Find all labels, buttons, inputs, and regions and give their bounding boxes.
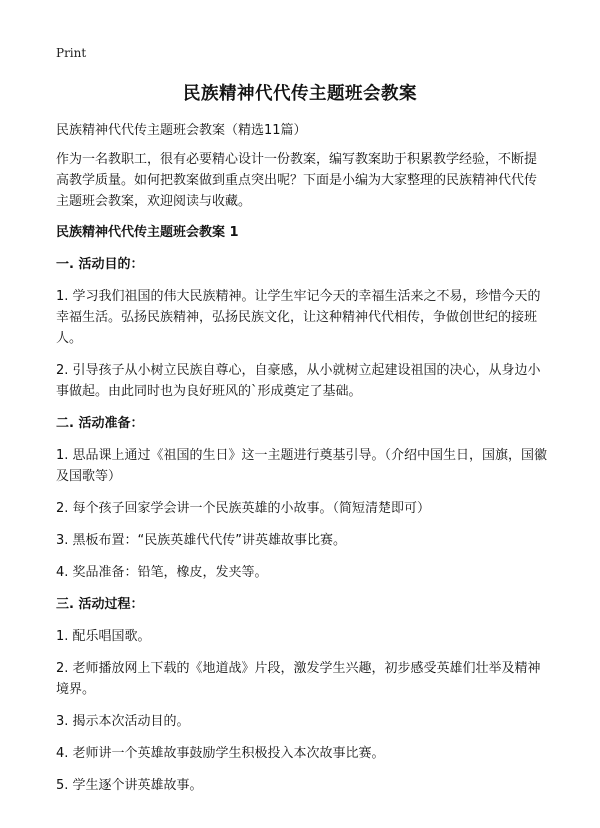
part2-item: 4. 奖品准备：铅笔，橡皮，发夹等。 [56,565,268,580]
part3-heading: 三. 活动过程： [56,597,144,612]
part3-item: 5. 学生逐个讲英雄故事。 [56,778,203,793]
document-subtitle: 民族精神代代传主题班会教案（精选11篇） [56,123,307,138]
part3-item: 4. 老师讲一个英雄故事鼓励学生积极投入本次故事比赛。 [56,746,385,761]
part3-item: 1. 配乐唱国歌。 [56,629,151,644]
part1-item: 2. 引导孩子从小树立民族自尊心，自豪感，从小就树立起建设祖国的决心，从身边小事做起。由此同时也为良好班风的`形成奠定了基础。 [56,363,541,399]
part3-item: 3. 揭示本次活动目的。 [56,714,190,729]
part1-item: 1. 学习我们祖国的伟大民族精神。让学生牢记今天的幸福生活来之不易，珍惜今天的幸福生活。弘扬民族精神，弘扬民族文化，让这种精神代代相传，争做创世纪的接班人。 [56,289,541,346]
part2-item: 3. 黑板布置：“民族英雄代代传”讲英雄故事比赛。 [56,533,347,548]
part2-heading: 二. 活动准备： [56,416,144,431]
document-body [56,120,548,807]
section-heading: 民族精神代代传主题班会教案 1 [56,225,239,240]
part1-heading: 一. 活动目的： [56,257,144,272]
part3-item: 2. 老师播放网上下载的《地道战》片段，激发学生兴趣，初步感受英雄们壮举及精神境界。 [56,661,541,697]
document-title: 民族精神代代传主题班会教案 [183,84,417,104]
part2-item: 2. 每个孩子回家学会讲一个民族英雄的小故事。（简短清楚即可） [56,501,431,516]
intro-paragraph: 作为一名教职工，很有必要精心设计一份教案，编写教案助于积累教学经验，不断提高教学质量。如何把教案做到重点突出呢？下面是小编为大家整理的民族精神代代传主题班会教案，欢迎阅读与收藏。 [56,152,538,209]
print-link[interactable]: Print [56,46,87,60]
part2-item: 1. 思品课上通过《祖国的生日》这一主题进行奠基引导。（介绍中国生日，国旗，国徽及国歌等） [56,448,548,484]
